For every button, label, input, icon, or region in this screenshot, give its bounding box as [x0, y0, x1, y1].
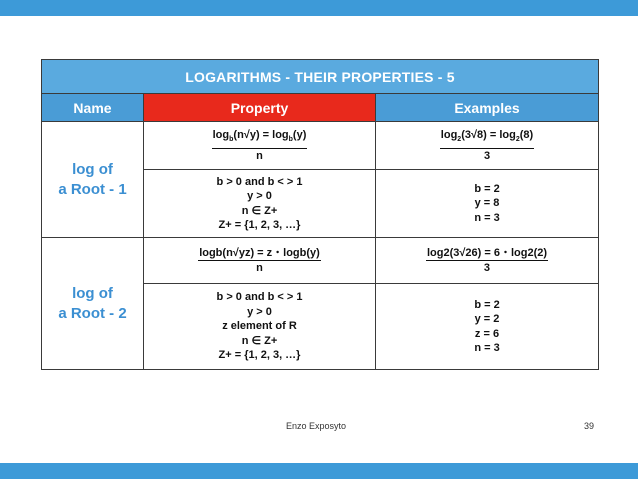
example-fraction — [440, 128, 534, 163]
property-conditions — [144, 284, 376, 370]
formula-part: (8) — [519, 128, 534, 141]
name-line: a Root - 1 — [58, 180, 127, 198]
footer-author: Enzo Exposyto — [286, 421, 347, 431]
formula-numerator — [212, 128, 308, 149]
header-name: Name — [42, 94, 144, 122]
formula-subscript: b — [229, 136, 234, 144]
condition-line: b > 0 and b < > 1 — [216, 175, 303, 188]
value-line: n = 3 — [474, 211, 500, 224]
example-values — [376, 170, 599, 238]
condition-line: y > 0 — [247, 190, 272, 202]
value-line: b = 2 — [474, 182, 500, 195]
bottom-accent-bar — [0, 463, 638, 479]
header-examples: Examples — [376, 94, 599, 122]
formula-subscript: 2 — [515, 136, 520, 144]
header-property: Property — [144, 94, 376, 122]
condition-line: n ∈ Z+ — [241, 334, 278, 347]
page-number: 39 — [584, 421, 595, 431]
properties-table — [41, 59, 599, 370]
value-line: b = 2 — [474, 298, 500, 311]
formula-subscript: b — [288, 136, 293, 144]
formula-part: log — [212, 128, 230, 141]
value-line: n = 3 — [474, 342, 500, 354]
example-formula — [376, 122, 599, 170]
formula-fraction — [198, 246, 321, 276]
property-conditions — [144, 170, 376, 238]
property-formula — [144, 238, 376, 284]
value-line: y = 8 — [474, 197, 500, 210]
formula-denominator: n — [256, 149, 263, 162]
example-denominator: 3 — [483, 262, 491, 274]
formula-part: log — [440, 128, 458, 141]
example-fraction — [426, 246, 548, 276]
condition-line: Z+ = {1, 2, 3, …} — [218, 349, 301, 362]
property-formula — [144, 122, 376, 170]
table-title: LOGARITHMS - THEIR PROPERTIES - 5 — [42, 60, 599, 94]
formula-part: (n√y) = log — [233, 128, 289, 141]
formula-subscript: 2 — [457, 136, 462, 144]
condition-line: b > 0 and b < > 1 — [216, 291, 303, 304]
value-line: y = 2 — [474, 313, 500, 325]
formula-denominator: n — [256, 262, 263, 274]
top-accent-bar — [0, 0, 638, 16]
example-denominator: 3 — [483, 149, 491, 162]
formula-part: (3√8) = log — [461, 128, 516, 141]
example-numerator — [440, 128, 534, 149]
name-line: log of — [72, 284, 113, 302]
condition-line: Z+ = {1, 2, 3, …} — [218, 219, 301, 231]
formula-part: (y) — [292, 128, 307, 141]
example-formula — [376, 238, 599, 284]
name-line: log of — [72, 160, 113, 178]
condition-line: z element of R — [222, 320, 297, 333]
example-values — [376, 284, 599, 370]
value-line: z = 6 — [474, 327, 500, 340]
condition-line: n ∈ Z+ — [241, 204, 278, 217]
formula-numerator: logb(n√yz) = z・logb(y) — [198, 246, 321, 262]
formula-fraction — [212, 128, 308, 163]
name-line: a Root - 2 — [58, 304, 127, 322]
row-name-root-2 — [42, 238, 144, 370]
condition-line: y > 0 — [247, 305, 272, 318]
example-numerator: log2(3√26) = 6・log2(2) — [426, 246, 548, 262]
row-name-root-1 — [42, 122, 144, 238]
